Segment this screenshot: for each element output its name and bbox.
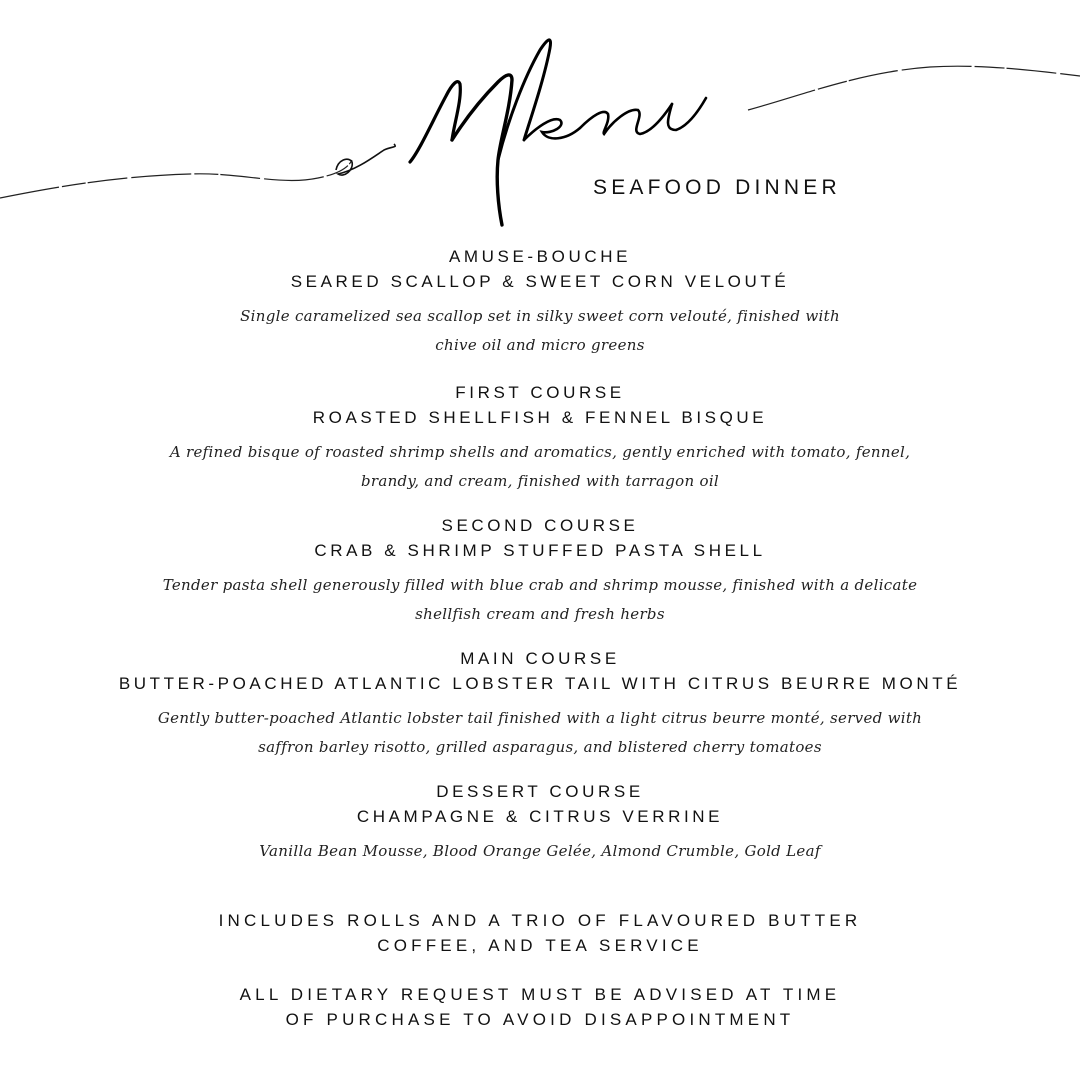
- course-label: SECOND COURSE: [441, 516, 639, 535]
- description-line: Tender pasta shell generously filled with blue crab and shrimp mousse, finished with a delicate: [162, 576, 918, 594]
- includes-note: [0, 908, 1080, 958]
- course-dish: ROASTED SHELLFISH & FENNEL BISQUE: [312, 408, 768, 427]
- course-description: [0, 571, 1080, 629]
- description-line: brandy, and cream, finished with tarragon oil: [360, 472, 720, 490]
- note-line: ALL DIETARY REQUEST MUST BE ADVISED AT TIME: [239, 985, 841, 1004]
- course-dish: SEARED SCALLOP & SWEET CORN VELOUTÉ: [290, 272, 790, 291]
- course-description: [0, 704, 1080, 762]
- course-main: [0, 646, 1080, 762]
- course-dish: CRAB & SHRIMP STUFFED PASTA SHELL: [314, 541, 766, 560]
- description-line: Single caramelized sea scallop set in silky sweet corn velouté, finished with: [240, 307, 840, 325]
- course-label: FIRST COURSE: [455, 383, 625, 402]
- course-second: [0, 513, 1080, 629]
- course-amuse-bouche: [0, 244, 1080, 360]
- course-first: [0, 380, 1080, 496]
- course-label: AMUSE-BOUCHE: [448, 247, 632, 266]
- course-dish: BUTTER-POACHED ATLANTIC LOBSTER TAIL WITH CITRUS BEURRE MONTÉ: [118, 674, 962, 693]
- description-line: saffron barley risotto, grilled asparagus, and blistered cherry tomatoes: [258, 738, 822, 756]
- note-line: INCLUDES ROLLS AND A TRIO OF FLAVOURED BUTTER: [218, 911, 862, 930]
- dietary-note: [0, 982, 1080, 1032]
- description-line: shellfish cream and fresh herbs: [415, 605, 665, 623]
- description-line: chive oil and micro greens: [435, 336, 645, 354]
- course-description: [0, 837, 1080, 866]
- course-dish: CHAMPAGNE & CITRUS VERRINE: [356, 807, 724, 826]
- description-line: Vanilla Bean Mousse, Blood Orange Gelée, Almond Crumble, Gold Leaf: [259, 842, 821, 860]
- decorative-swirl-lines: [0, 0, 1080, 240]
- course-label: DESSERT COURSE: [436, 782, 644, 801]
- course-description: [0, 438, 1080, 496]
- course-label: MAIN COURSE: [460, 649, 620, 668]
- note-line: OF PURCHASE TO AVOID DISAPPOINTMENT: [285, 1010, 795, 1029]
- description-line: Gently butter-poached Atlantic lobster tail finished with a light citrus beurre monté, served with: [157, 709, 923, 727]
- course-dessert: [0, 779, 1080, 866]
- description-line: A refined bisque of roasted shrimp shells and aromatics, gently enriched with tomato, fennel,: [169, 443, 911, 461]
- menu-subtitle: SEAFOOD DINNER: [593, 176, 841, 199]
- course-description: [0, 302, 1080, 360]
- menu-title-text: Menu: [560, 122, 590, 133]
- note-line: COFFEE, AND TEA SERVICE: [377, 936, 703, 955]
